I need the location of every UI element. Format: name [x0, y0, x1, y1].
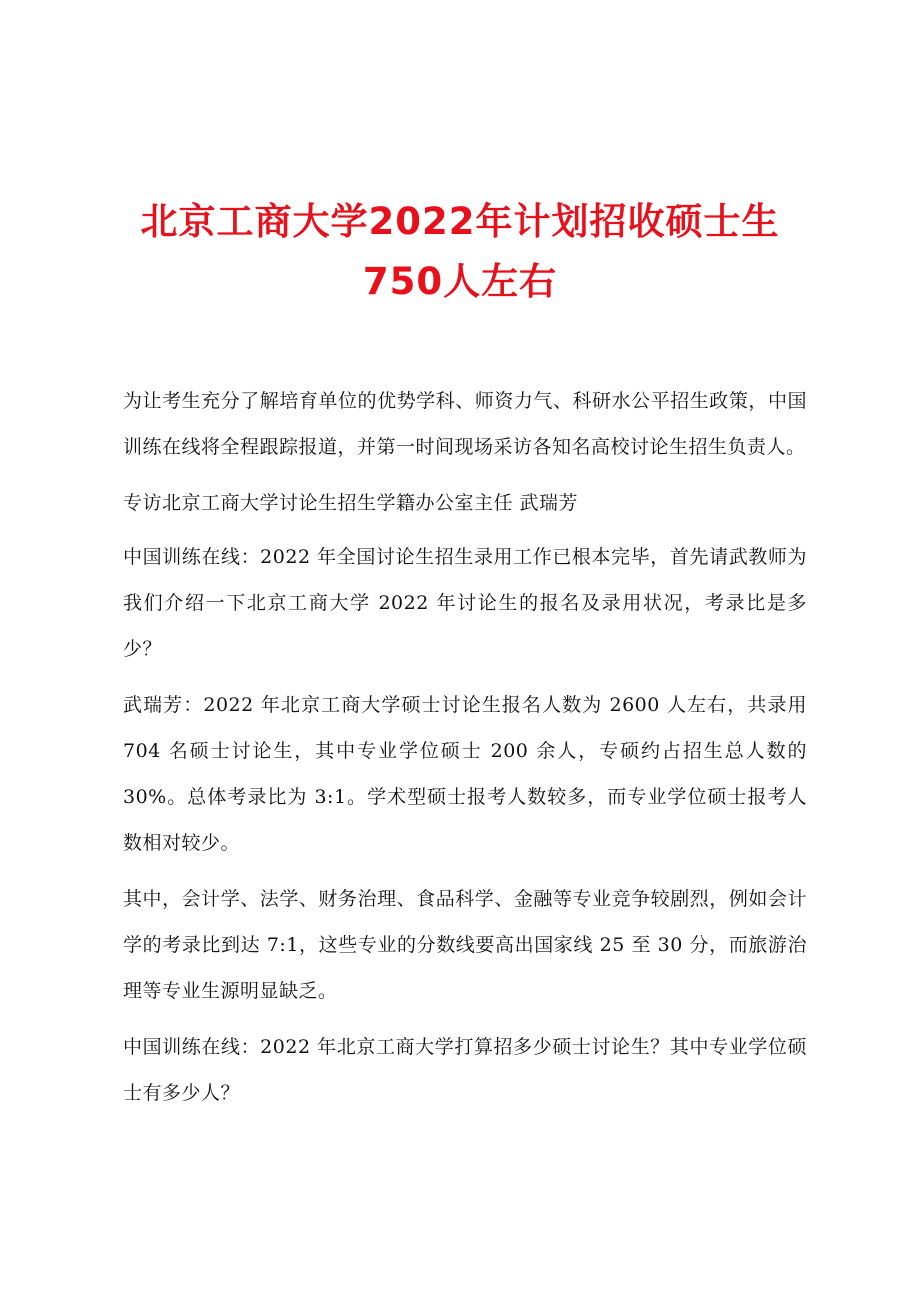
document-body	[123, 378, 807, 1126]
paragraph-question-2: 中国训练在线：2022 年北京工商大学打算招多少硕士讨论生？其中专业学位硕士有多少人？	[123, 1036, 807, 1104]
document-title: 北京工商大学2022年计划招收硕士生750人左右	[140, 200, 780, 303]
paragraph-intro: 为让考生充分了解培育单位的优势学科、师资力气、科研水公平招生政策，中国训练在线将全程跟踪报道，并第一时间现场采访各知名高校讨论生招生负责人。	[123, 390, 807, 458]
paragraph-answer-1-detail: 其中，会计学、法学、财务治理、食品科学、金融等专业竞争较剧烈，例如会计学的考录比到达 7:1，这些专业的分数线要高出国家线 25 至 30 分，而旅游治理等专业生源明显缺乏。	[123, 888, 807, 1002]
paragraph-question-1: 中国训练在线：2022 年全国讨论生招生录用工作已根本完毕，首先请武教师为我们介绍一下北京工商大学 2022 年讨论生的报名及录用状况，考录比是多少？	[123, 546, 807, 660]
paragraph-answer-1: 武瑞芳：2022 年北京工商大学硕士讨论生报名人数为 2600 人左右，共录用 704 名硕士讨论生，其中专业学位硕士 200 余人，专硕约占招生总人数的 30%。总体考录比为 3:1。学术型硕士报考人数较多，而专业学位硕士报考人数相对较少。	[123, 694, 807, 854]
paragraph-interview-heading: 专访北京工商大学讨论生招生学籍办公室主任 武瑞芳	[123, 492, 579, 514]
